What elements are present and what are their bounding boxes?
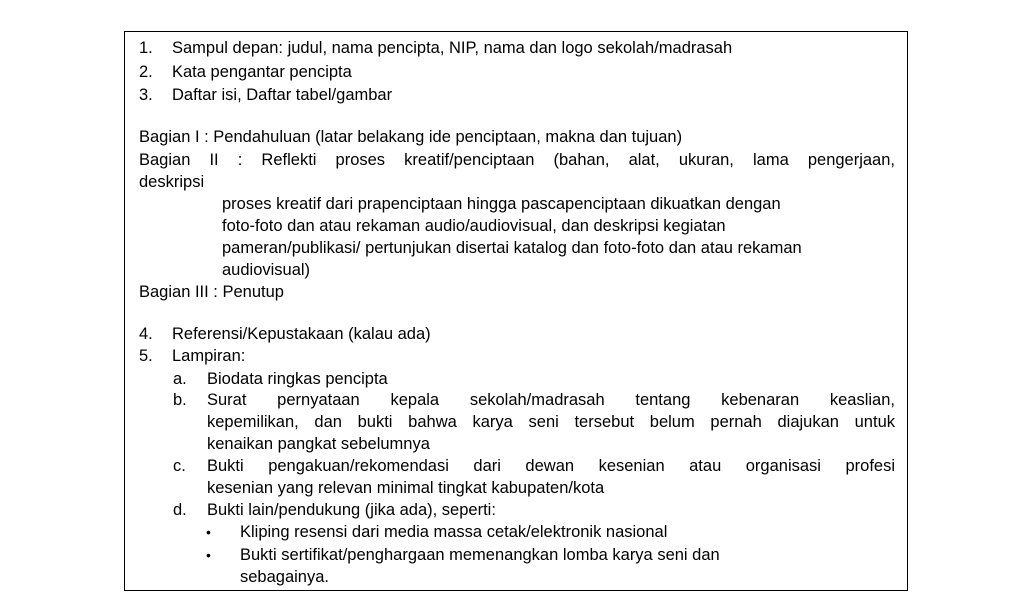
bullet-line: Kliping resensi dari media massa cetak/elektronik nasional [240,523,668,541]
list-number: 1. [139,39,153,57]
sub-letter: b. [173,391,187,409]
sub-letter: a. [173,370,187,388]
sub-item-line: kesenian yang relevan minimal tingkat kabupaten/kota [207,479,605,497]
list-number: 4. [139,325,153,343]
sub-letter: c. [173,457,186,475]
sub-item-line: Surat pernyataan kepala sekolah/madrasah tentang kebenaran keaslian, [207,391,895,409]
bullet-line: sebagainya. [240,568,329,586]
sub-item-line: kepemilikan, dan bukti bahwa karya seni tersebut belum pernah diajukan untuk [207,413,895,431]
bullet-icon: • [206,524,211,540]
list-item-text: Kata pengantar pencipta [172,63,352,81]
list-item-text: Lampiran: [172,347,246,365]
bagian-2-indent-line: proses kreatif dari prapenciptaan hingga pascapenciptaan dikuatkan dengan [222,195,781,213]
list-number: 5. [139,347,153,365]
bagian-1: Bagian I : Pendahuluan (latar belakang ide penciptaan, makna dan tujuan) [139,128,683,146]
list-item-text: Sampul depan: judul, nama pencipta, NIP, nama dan logo sekolah/madrasah [172,39,733,57]
bagian-2-indent-line: foto-foto dan atau rekaman audio/audiovisual, dan deskripsi kegiatan [222,217,726,235]
bagian-2-line-2: deskripsi [139,173,205,191]
list-number: 3. [139,86,153,104]
bagian-2-line-1: Bagian II : Reflekti proses kreatif/penciptaan (bahan, alat, ukuran, lama pengerjaan, [139,151,895,169]
sub-item-line: Bukti pengakuan/rekomendasi dari dewan kesenian atau organisasi profesi [207,457,895,475]
bullet-icon: • [206,547,211,563]
sub-item-text: Biodata ringkas pencipta [207,370,388,388]
bagian-2-indent-line: audiovisual) [222,261,311,279]
list-item-text: Referensi/Kepustakaan (kalau ada) [172,325,431,343]
list-number: 2. [139,63,153,81]
sub-letter: d. [173,501,187,519]
bullet-line: Bukti sertifikat/penghargaan memenangkan lomba karya seni dan [240,546,720,564]
bagian-3: Bagian III : Penutup [139,283,284,301]
sub-item-line: kenaikan pangkat sebelumnya [207,435,430,453]
list-item-text: Daftar isi, Daftar tabel/gambar [172,86,393,104]
sub-item-text: Bukti lain/pendukung (jika ada), seperti: [207,501,496,519]
bagian-2-indent-line: pameran/publikasi/ pertunjukan disertai katalog dan foto-foto dan atau rekaman [222,239,802,257]
